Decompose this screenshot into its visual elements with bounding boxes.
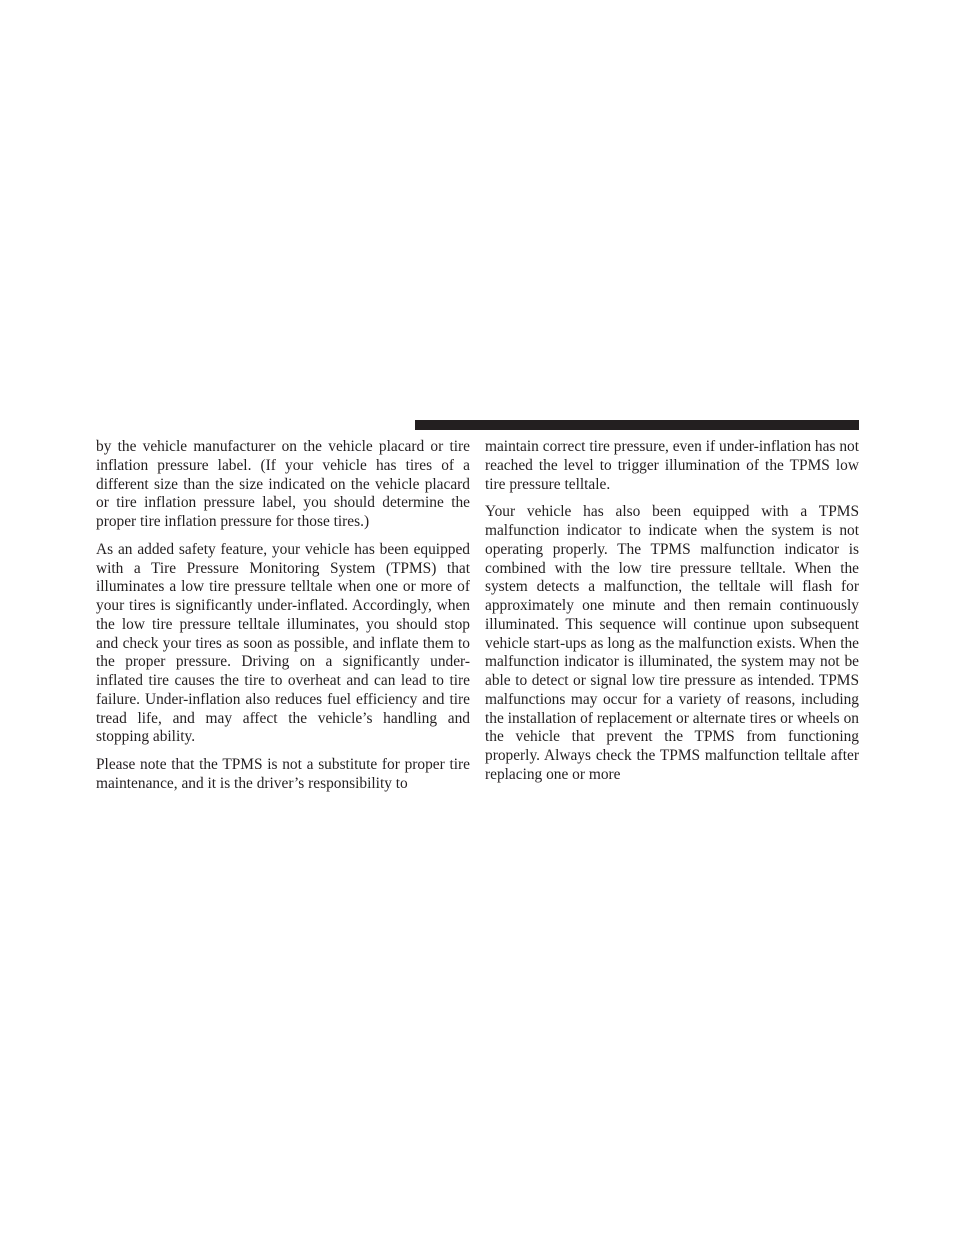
paragraph-maintain-pressure: maintain correct tire pressure, even if under-inflation has not reached the level to trigger illumination of the TPMS low tire pressure telltale. <box>485 438 859 493</box>
section-header-rule <box>415 420 859 430</box>
paragraph-placard-pressure: by the vehicle manufacturer on the vehicle placard or tire inflation pressure label. (If your vehicle has tires of a different size than the size indicated on the vehicle placard or tire inflation pressure label, you should determine the proper tire inflation pressure for those tires.) <box>96 438 470 530</box>
left-text-column <box>96 438 470 794</box>
paragraph-tpms-safety-feature: As an added safety feature, your vehicle has been equipped with a Tire Pressure Monitoring System (TPMS) that illuminates a low tire pressure telltale when one or more of your tires is significantly under-inflated. Accordingly, when the low tire pressure telltale illuminates, you should stop and check your tires as soon as possible, and inflate them to the proper pressure. Driving on a significantly under-inflated tire causes the tire to overheat and can lead to tire failure. Under-inflation also reduces fuel efficiency and tire tread life, and may affect the vehicle’s handling and stopping ability. <box>96 540 470 746</box>
paragraph-tpms-malfunction-indicator: Your vehicle has also been equipped with a TPMS malfunction indicator to indicate when the system is not operating properly. The TPMS malfunction indicator is combined with the low tire pressure telltale. When the system detects a malfunction, the telltale will flash for approximately one minute and then remain continuously illuminated. This sequence will continue upon subsequent vehicle start-ups as long as the malfunction exists. When the malfunction indicator is illuminated, the system may not be able to detect or signal low tire pressure as intended. TPMS malfunctions may occur for a variety of reasons, including the installation of replacement or alternate tires or wheels on the vehicle that prevent the TPMS from functioning properly. Always check the TPMS malfunction telltale after replacing one or more <box>485 503 859 783</box>
right-text-column <box>485 438 859 785</box>
paragraph-tpms-not-substitute: Please note that the TPMS is not a substitute for proper tire maintenance, and it is the driver’s responsibility to <box>96 756 470 792</box>
